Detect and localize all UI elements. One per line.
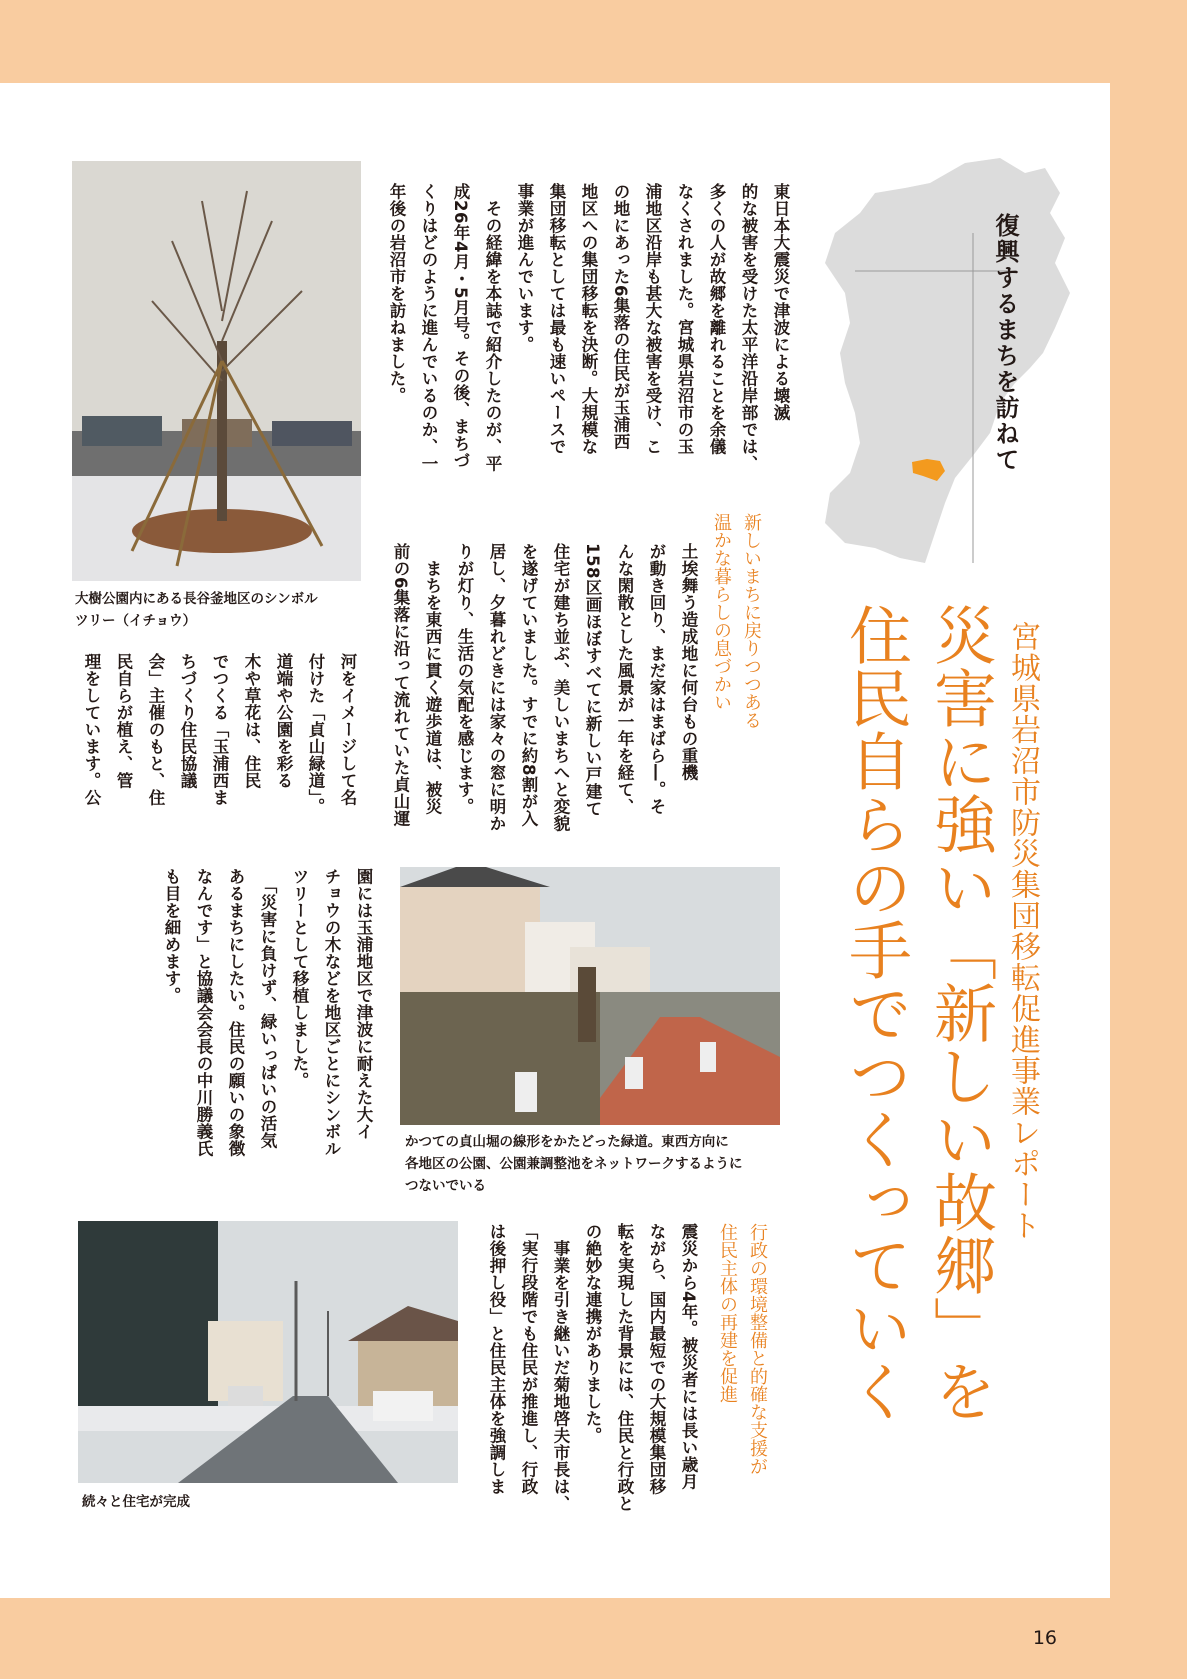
- path-photo-caption: かつての貞山堀の線形をかたどった緑道。東西方向に 各地区の公園、公園兼調整池をネットワークするように つないでいる: [405, 1134, 743, 1194]
- article1-text: 土埃舞う造成地に何台もの重機 が動き回り、まだ家はまばら―。そ んな閑散とした風景が一年を経て、 158区画ほぼすべてに新しい戸建て 住宅が建ち並ぶ、美しいまちへと変貌 を遂げていました。すでに約8割が入 居し、夕暮れどきには家々の窓に明か りが灯り、生活の気配を感じます。 まちを東西に貫く遊歩道は、被災 前の6集落に沿って流れていた貞山運: [391, 543, 698, 832]
- tree-photo-caption: 大樹公園内にある長谷釜地区のシンボル ツリー（イチョウ）: [75, 591, 318, 629]
- miyagi-map: [815, 153, 1075, 573]
- houses-photo: [78, 1221, 458, 1483]
- article1-text-cont2: 園には玉浦地区で津波に耐えた大イ チョウの木などを地区ごとにシンボル ツリーとして移植しました。 「災害に負けず、緑いっぱいの活気 あるまちにしたい。住民の願いの象徴 なんです」と協議会会長の中川勝義氏 も目を細めます。: [162, 868, 373, 1157]
- path-photo: [400, 867, 780, 1125]
- section-label: 復興するまちを訪ねて: [991, 213, 1019, 473]
- article1-subhead: 新しいまちに戻りつつある 温かな暮らしの息づかい: [711, 513, 762, 729]
- intro-text: 東日本大震災で津波による壊滅 的な被害を受けた太平洋沿岸部では、 多くの人が故郷を離れることを余儀 なくされました。宮城県岩沼市の玉 浦地区沿岸も甚大な被害を受け、こ の地にあった6集落の住民が玉浦西 地区への集団移転を決断。大規模な 集団移転としては最も速いペースで 事業が進んでいます。 その経緯を本誌で紹介したのが、平 成26年4月・5月号。その後、まちづ くりはどのように進んでいるのか、一 年後の岩沼市を訪ねました。: [387, 183, 790, 472]
- article2-text: 震災から4年。被災者には長い歳月 ながら、国内最短での大規模集団移 転を実現した背景には、住民と行政と の絶妙な連携がありました。 事業を引き継いだ菊地啓夫市長は、 「実行段階でも住民が推進し、行政 は後押し役」と住民主体を強調しま: [487, 1223, 698, 1512]
- tree-photo: [72, 161, 361, 581]
- article1-text-cont: 河をイメージして名 付けた「貞山緑道」。 道端や公園を彩る 木や草花は、住民 でつくる「玉浦西ま ちづくり住民協議 会」主催のもと、住 民自らが植え、管 理をしています。公: [82, 653, 357, 815]
- prefecture-shape: [825, 158, 1070, 563]
- houses-photo-caption: 続々と住宅が完成: [82, 1494, 190, 1510]
- article2-subhead: 行政の環境整備と的確な支援が 住民主体の再建を促進: [717, 1223, 768, 1475]
- title-kicker: 宮城県岩沼市防災集団移転促進事業レポート: [1005, 621, 1040, 1241]
- title-line-1: 災害に強い「新しい故郷」を: [924, 603, 997, 1422]
- magazine-page: [0, 83, 1110, 1598]
- page-number: 16: [1032, 1627, 1057, 1649]
- title-line-2: 住民自らの手でつくっていく: [839, 603, 912, 1422]
